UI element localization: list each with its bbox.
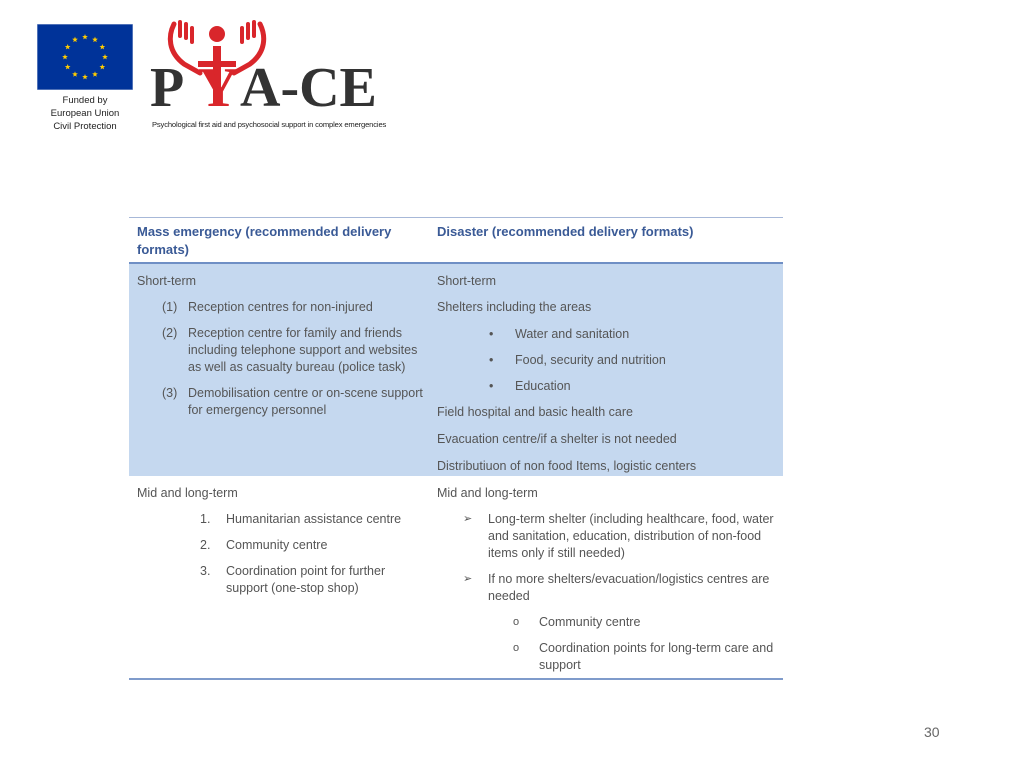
- eu-logo: [37, 24, 133, 133]
- list-item: [137, 563, 429, 597]
- list-item: [137, 325, 429, 376]
- eu-flag-icon: [37, 24, 133, 90]
- list-text: Reception centre for family and friends including telephone support and websites as well as casualty bureau (police task): [188, 326, 418, 374]
- section-title: Short-term: [437, 274, 497, 288]
- list-item: [137, 299, 429, 316]
- plain-line: Field hospital and basic health care: [437, 405, 633, 419]
- row-short-term: [129, 264, 783, 476]
- eu-caption-line: Civil Protection: [53, 121, 117, 132]
- svg-text:P: P: [150, 57, 185, 118]
- eu-caption-line: European Union: [50, 108, 120, 119]
- svg-text:A-CE: A-CE: [240, 57, 377, 118]
- list-marker: (3): [162, 386, 178, 400]
- eu-caption: [37, 94, 133, 133]
- list-marker: 2.: [200, 538, 211, 552]
- list-item: [137, 537, 429, 554]
- list-text: Long-term shelter (including healthcare, food, water and sanitation, education, distribution of non-food items only if still needed): [488, 512, 774, 560]
- mid-term-disaster-cell: [429, 485, 783, 678]
- arrow-bullet-icon: ➢: [463, 513, 473, 525]
- list-item: [137, 385, 429, 419]
- delivery-formats-table: [129, 217, 783, 680]
- bullet-icon: •: [489, 379, 494, 393]
- list-item: [437, 571, 783, 605]
- list-item: [437, 511, 783, 562]
- list-item: [437, 640, 783, 674]
- plain-line: Evacuation centre/if a shelter is not needed: [437, 432, 677, 446]
- header-mass-emergency: Mass emergency (recommended delivery formats): [137, 224, 392, 257]
- list-item: [437, 614, 783, 631]
- list-marker: (2): [162, 326, 178, 340]
- list-marker: (1): [162, 300, 178, 314]
- pyace-logo-mark: [150, 18, 390, 118]
- list-text: Water and sanitation: [515, 327, 630, 341]
- svg-text:Y: Y: [198, 57, 239, 118]
- section-title: Mid and long-term: [437, 486, 538, 500]
- list-text: If no more shelters/evacuation/logistics centres are needed: [488, 572, 770, 603]
- list-intro: Shelters including the areas: [437, 300, 592, 314]
- list-text: Education: [515, 379, 571, 393]
- list-marker: 3.: [200, 564, 211, 578]
- short-term-disaster-cell: [429, 273, 783, 476]
- list-text: Coordination points for long-term care and support: [539, 641, 774, 672]
- mid-term-mass-cell: [129, 485, 429, 678]
- pyace-tagline: Psychological first aid and psychosocial support in complex emergencies: [152, 120, 387, 129]
- eu-caption-line: Funded by: [62, 95, 108, 106]
- list-text: Humanitarian assistance centre: [226, 512, 402, 526]
- circle-bullet-icon: o: [513, 642, 520, 654]
- row-mid-long-term: [129, 476, 783, 680]
- list-item: [137, 511, 429, 528]
- table-header: [129, 217, 783, 264]
- list-text: Food, security and nutrition: [515, 353, 666, 367]
- pyace-logo: [150, 18, 390, 133]
- circle-bullet-icon: o: [513, 616, 520, 628]
- page-number: 30: [924, 724, 940, 740]
- arrow-bullet-icon: ➢: [463, 573, 473, 585]
- bullet-icon: •: [489, 327, 494, 341]
- short-term-mass-cell: [129, 273, 429, 476]
- list-text: Reception centres for non-injured: [188, 300, 373, 314]
- list-text: Community centre: [539, 615, 641, 629]
- section-title: Mid and long-term: [137, 486, 238, 500]
- list-text: Community centre: [226, 538, 328, 552]
- list-text: Demobilisation centre or on-scene support for emergency personnel: [188, 386, 423, 417]
- header-disaster: Disaster (recommended delivery formats): [437, 224, 694, 239]
- plain-line: Distributiuon of non food Items, logistic centers: [437, 459, 697, 473]
- section-title: Short-term: [137, 274, 197, 288]
- list-marker: 1.: [200, 512, 211, 526]
- bullet-icon: •: [489, 353, 494, 367]
- list-item: [437, 352, 783, 369]
- list-text: Coordination point for further support (one-stop shop): [226, 564, 386, 595]
- list-item: [437, 378, 783, 395]
- list-item: [437, 326, 783, 343]
